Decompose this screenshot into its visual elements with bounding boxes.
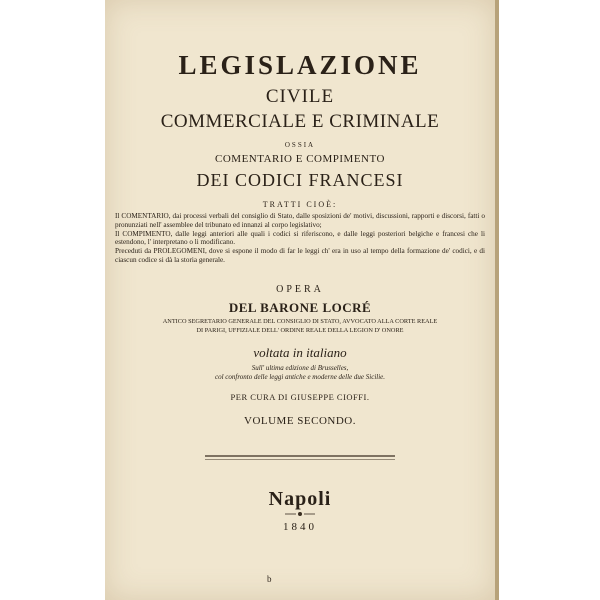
subtitle-codici: DEI CODICI FRANCESI: [196, 170, 404, 190]
title-page: [105, 0, 495, 600]
subtitle-civile: CIVILE: [265, 86, 335, 107]
author-name: DEL BARONE LOCRÉ: [228, 300, 372, 315]
double-rule-divider: [205, 454, 395, 462]
author-description-line1: ANTICO SEGRETARIO GENERALE DEL CONSIGLIO DI STATO, AVVOCATO ALLA CORTE REALE: [162, 318, 438, 325]
paragraph-comentario: Il COMENTARIO, dai processi verbali del consiglio di Stato, dalle sposizioni de' motivi, discussioni, rapporti e discorsi, fatti o pronunziati nell' assemblee del tribunato ed innanzi al corpo legislativo;: [115, 212, 485, 229]
ornament-icon: [283, 510, 317, 518]
subtitle-comentario: COMENTARIO E COMPIMENTO: [215, 153, 385, 165]
volume-line: VOLUME SECONDO.: [244, 415, 356, 427]
book-title: LEGISLAZIONE: [178, 50, 422, 80]
imprint-city: Napoli: [268, 488, 332, 510]
subtitle-commerciale: COMMERCIALE E CRIMINALE: [160, 111, 440, 132]
subtitle-ossia: OSSIA: [284, 141, 316, 149]
edition-note-line2: col confronto delle leggi antiche e moderne delle due Sicilie.: [214, 373, 386, 381]
page-edge: [495, 0, 499, 600]
signature-mark: b: [267, 574, 272, 584]
opera-label: OPERA: [276, 284, 324, 295]
edition-note-line1: Sull' ultima edizione di Brusselles,: [251, 364, 349, 372]
tratti-heading: TRATTI CIOÈ:: [262, 200, 338, 209]
imprint-year: 1840: [283, 521, 317, 533]
paragraph-compimento: Il COMPIMENTO, dalle leggi anteriori alle quali i codici si riferiscono, e dalle leggi posteriori belgiche e francesi che li estendono, l' interpretano o li modificano.: [115, 229, 485, 247]
author-description-line2: DI PARIGI, UFFIZIALE DELL' ORDINE REALE DELLA LEGION D' ONORE: [196, 327, 404, 334]
paragraph-prolegomeni: Preceduti da PROLEGOMENI, dove si espone il modo di far le leggi ch' era in uso al tempo della formazione de' codici, e di ciascun codice si dà la storia generale.: [115, 247, 485, 264]
curator-line: PER CURA DI GIUSEPPE CIOFFI.: [230, 392, 370, 402]
translation-note: voltata in italiano: [253, 345, 347, 360]
contents-description: [115, 212, 485, 265]
